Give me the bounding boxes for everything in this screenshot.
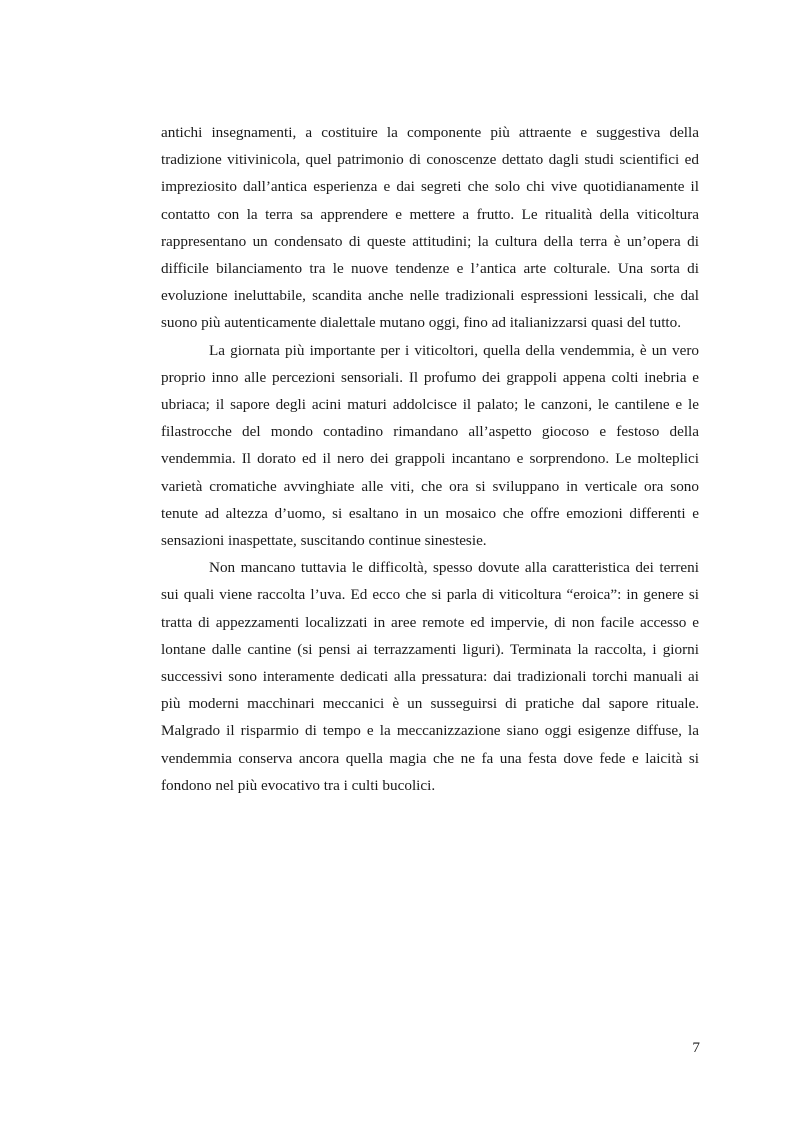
page-number: 7	[692, 1039, 700, 1056]
body-text	[161, 119, 699, 799]
paragraph-vendemmia: La giornata più importante per i viticoltori, quella della vendemmia, è un vero proprio inno alle percezioni sensoriali. Il profumo dei grappoli appena colti inebria e ubriaca; il sapore degli acini maturi addolcisce il palato; le canzoni, le cantilene e le filastrocche del mondo contadino rimandano all’aspetto giocoso e festoso della vendemmia. Il dorato ed il nero dei grappoli incantano e sorprendono. Le molteplici varietà cromatiche avvinghiate alle viti, che ora si sviluppano in verticale ora sono tenute ad altezza d’uomo, si esaltano in un mosaico che offre emozioni differenti e sensazioni inaspettate, suscitando continue sinestesie.	[161, 341, 699, 550]
paragraph-continuation: antichi insegnamenti, a costituire la componente più attraente e suggestiva della tradizione vitivinicola, quel patrimonio di conoscenze dettato dagli studi scientifici ed impreziosito dall’antica esperienza e dai segreti che solo chi vive quotidianamente il contatto con la terra sa apprendere e mettere a frutto. Le ritualità della viticoltura rappresentano un condensato di queste attitudini; la cultura della terra è un’opera di difficile bilanciamento tra le nuove tendenze e l’antica arte colturale. Una sorta di evoluzione ineluttabile, scandita anche nelle tradizionali espressioni lessicali, che dal suono più autenticamente dialettale mutano oggi, fino ad italianizzarsi quasi del tutto.	[161, 124, 699, 332]
paragraph-difficolta: Non mancano tuttavia le difficoltà, spesso dovute alla caratteristica dei terreni sui quali viene raccolta l’uva. Ed ecco che si parla di viticoltura “eroica”: in genere si tratta di appezzamenti localizzati in aree remote ed impervie, di non facile accesso e lontane dalle cantine (si pensi ai terrazzamenti liguri). Terminata la raccolta, i giorni successivi sono interamente dedicati alla pressatura: dai tradizionali torchi manuali ai più moderni macchinari meccanici è un susseguirsi di pratiche dal sapore rituale. Malgrado il risparmio di tempo e la meccanizzazione siano oggi esigenze diffuse, la vendemmia conserva ancora quella magia che ne fa una festa dove fede e laicità si fondono nel più evocativo tra i culti bucolici.	[161, 559, 699, 794]
